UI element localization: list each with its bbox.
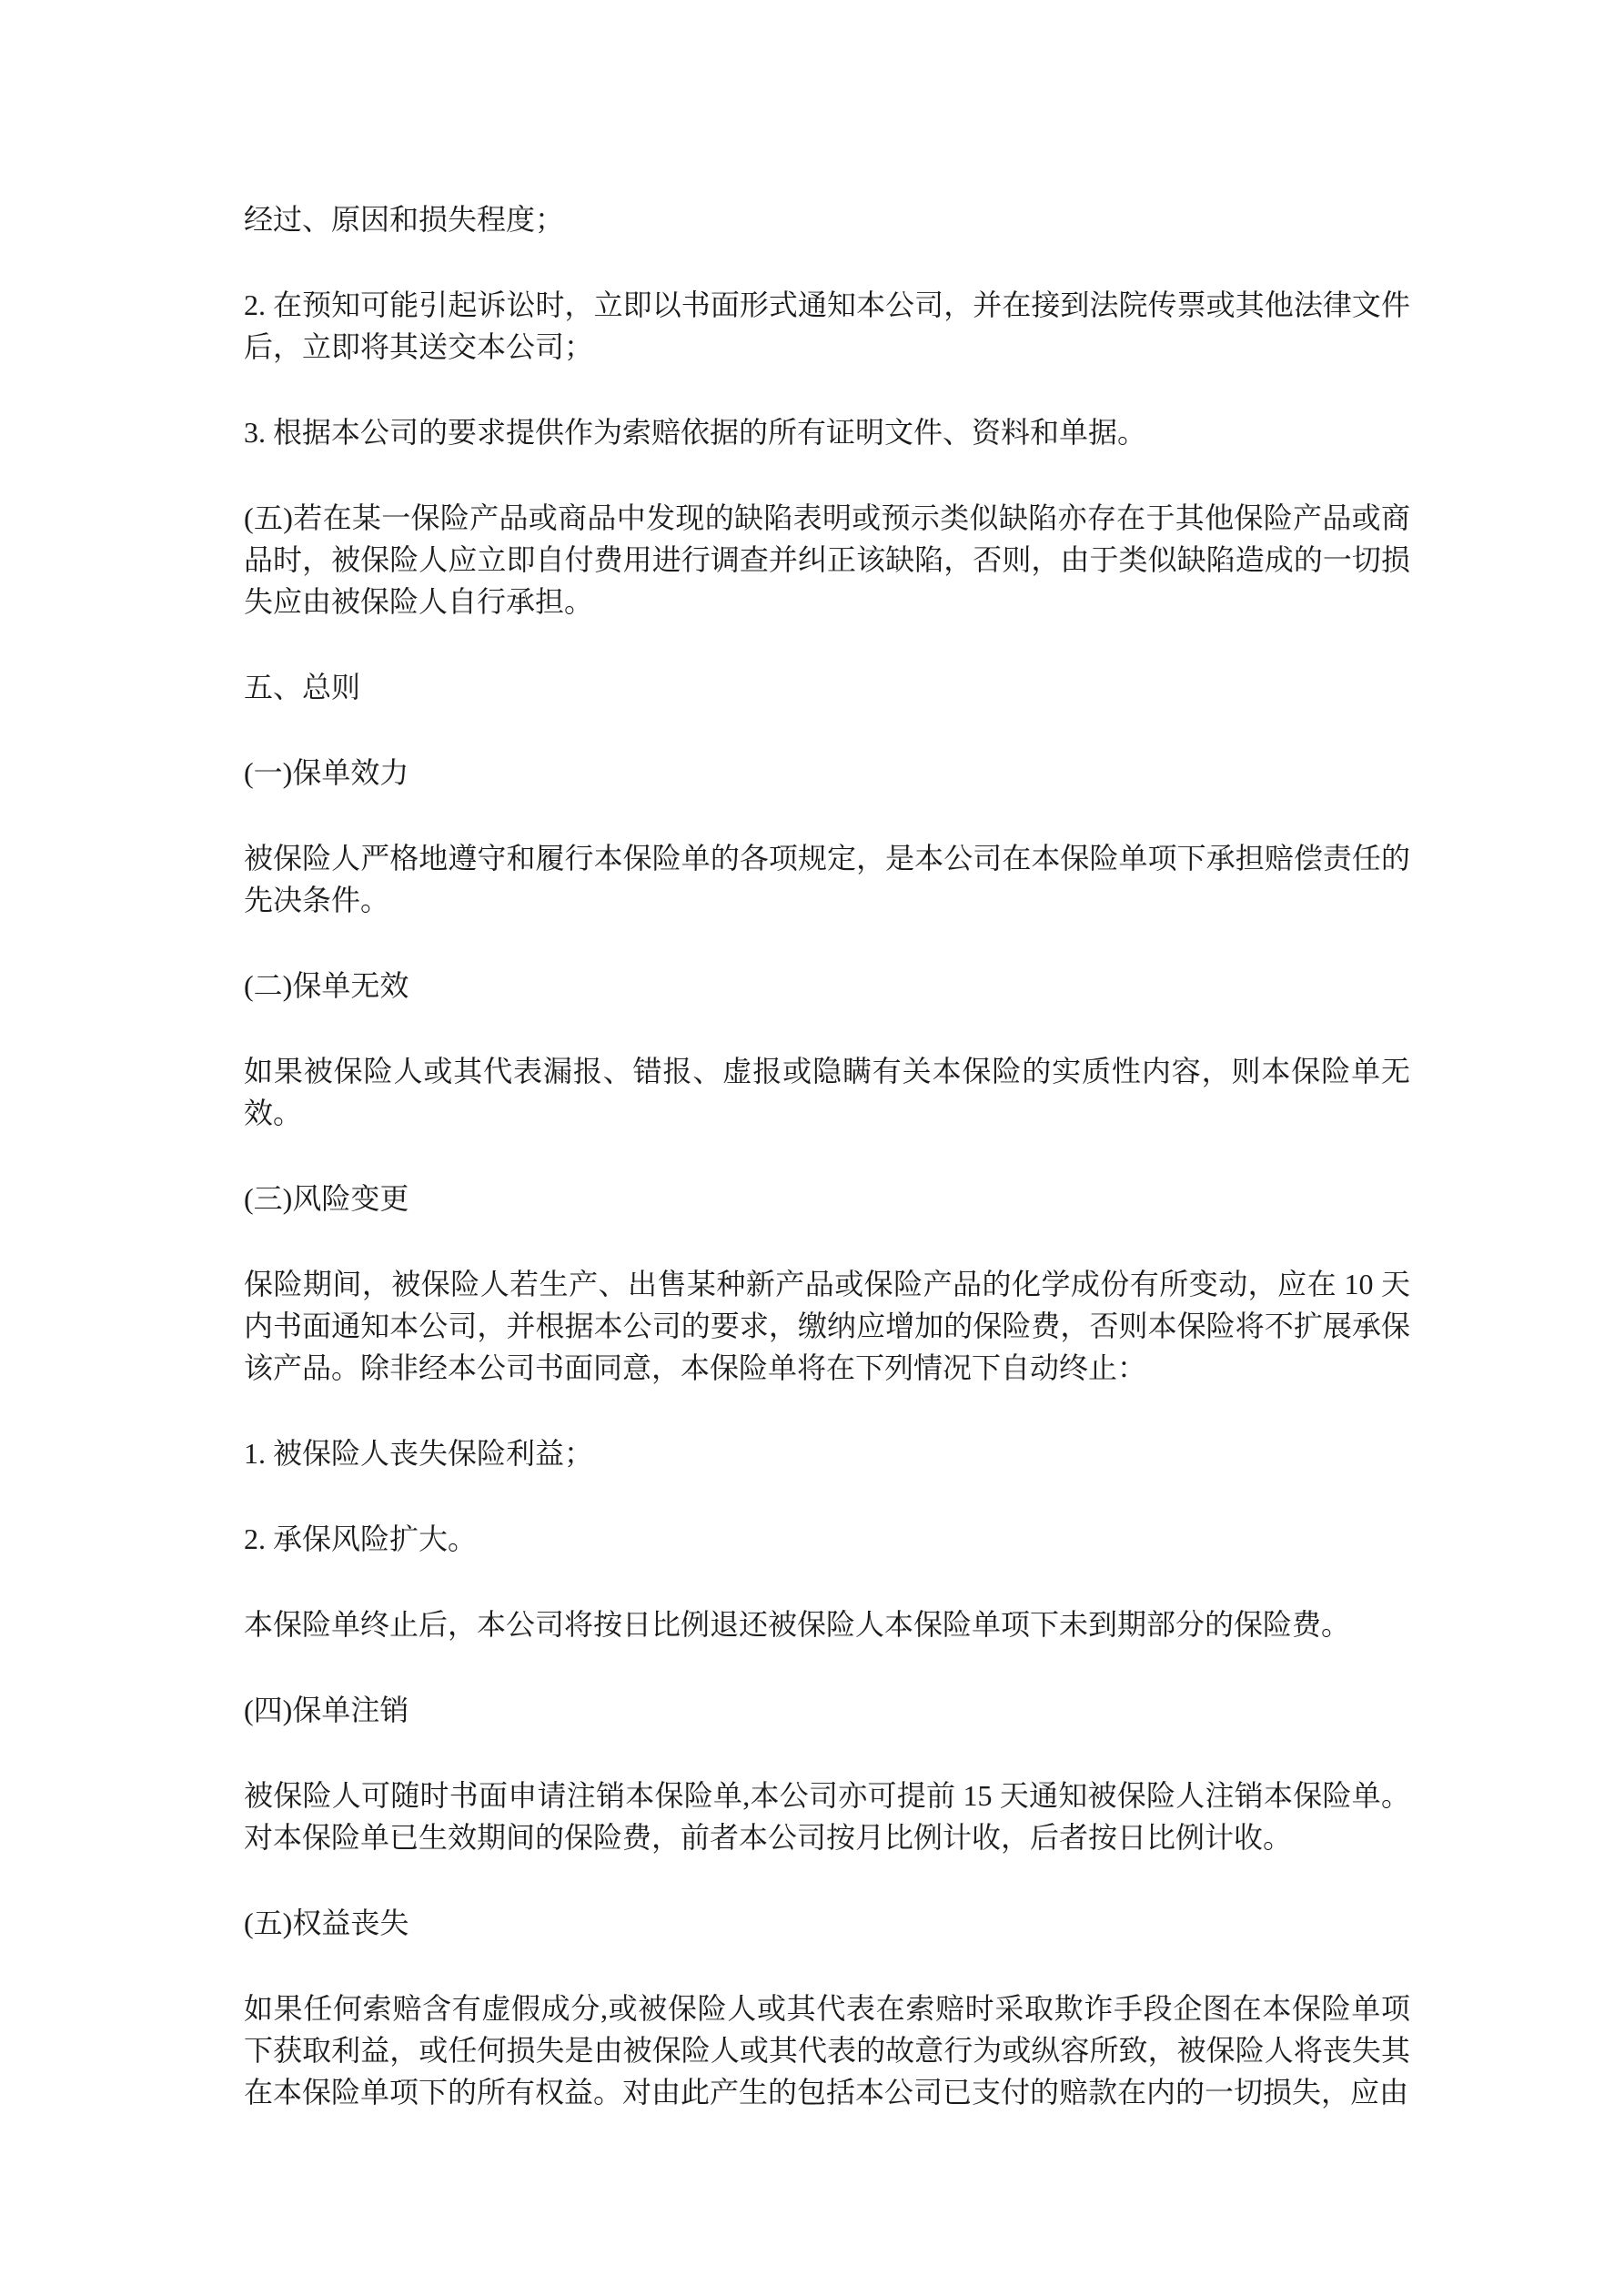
subsection-heading: (四)保单注销	[244, 1694, 409, 1726]
subsection-heading: (二)保单无效	[244, 969, 409, 1002]
paragraph: 被保险人严格地遵守和履行本保险单的各项规定，是本公司在本保险单项下承担赔偿责任的先决条件。	[244, 842, 1410, 916]
paragraph: 如果任何索赔含有虚假成分,或被保险人或其代表在索赔时采取欺诈手段企图在本保险单项下获取利益，或任何损失是由被保险人或其代表的故意行为或纵容所致，被保险人将丧失其在本保险单项下的所有权益。对由此产生的包括本公司已支付的赔款在内的一切损失，应由	[244, 1992, 1410, 2109]
paragraph: 如果被保险人或其代表漏报、错报、虚报或隐瞒有关本保险的实质性内容，则本保险单无效。	[244, 1055, 1410, 1129]
paragraph: (五)若在某一保险产品或商品中发现的缺陷表明或预示类似缺陷亦存在于其他保险产品或商品时，被保险人应立即自付费用进行调查并纠正该缺陷，否则，由于类似缺陷造成的一切损失应由被保险人自行承担。	[244, 501, 1410, 618]
paragraph: 2. 在预知可能引起诉讼时，立即以书面形式通知本公司，并在接到法院传票或其他法律文件后，立即将其送交本公司；	[244, 288, 1410, 363]
paragraph: 保险期间，被保险人若生产、出售某种新产品或保险产品的化学成份有所变动，应在 10 天内书面通知本公司，并根据本公司的要求，缴纳应增加的保险费，否则本保险将不扩展承保该产品。除非经本公司书面同意，本保险单将在下列情况下自动终止：	[244, 1268, 1410, 1384]
document-text-block	[244, 198, 1410, 2113]
list-item: 1. 被保险人丧失保险利益；	[244, 1437, 594, 1470]
subsection-heading: (一)保单效力	[244, 756, 409, 789]
paragraph: 3. 根据本公司的要求提供作为索赔依据的所有证明文件、资料和单据。	[244, 416, 1147, 449]
list-item: 2. 承保风险扩大。	[244, 1522, 478, 1555]
subsection-heading: (三)风险变更	[244, 1182, 409, 1215]
subsection-heading: (五)权益丧失	[244, 1907, 409, 1939]
paragraph: 经过、原因和损失程度；	[244, 203, 565, 236]
section-heading: 五、总则	[244, 671, 361, 703]
paragraph: 被保险人可随时书面申请注销本保险单,本公司亦可提前 15 天通知被保险人注销本保险单。对本保险单已生效期间的保险费，前者本公司按月比例计收，后者按日比例计收。	[244, 1779, 1410, 1854]
paragraph: 本保险单终止后，本公司将按日比例退还被保险人本保险单项下未到期部分的保险费。	[244, 1608, 1351, 1641]
